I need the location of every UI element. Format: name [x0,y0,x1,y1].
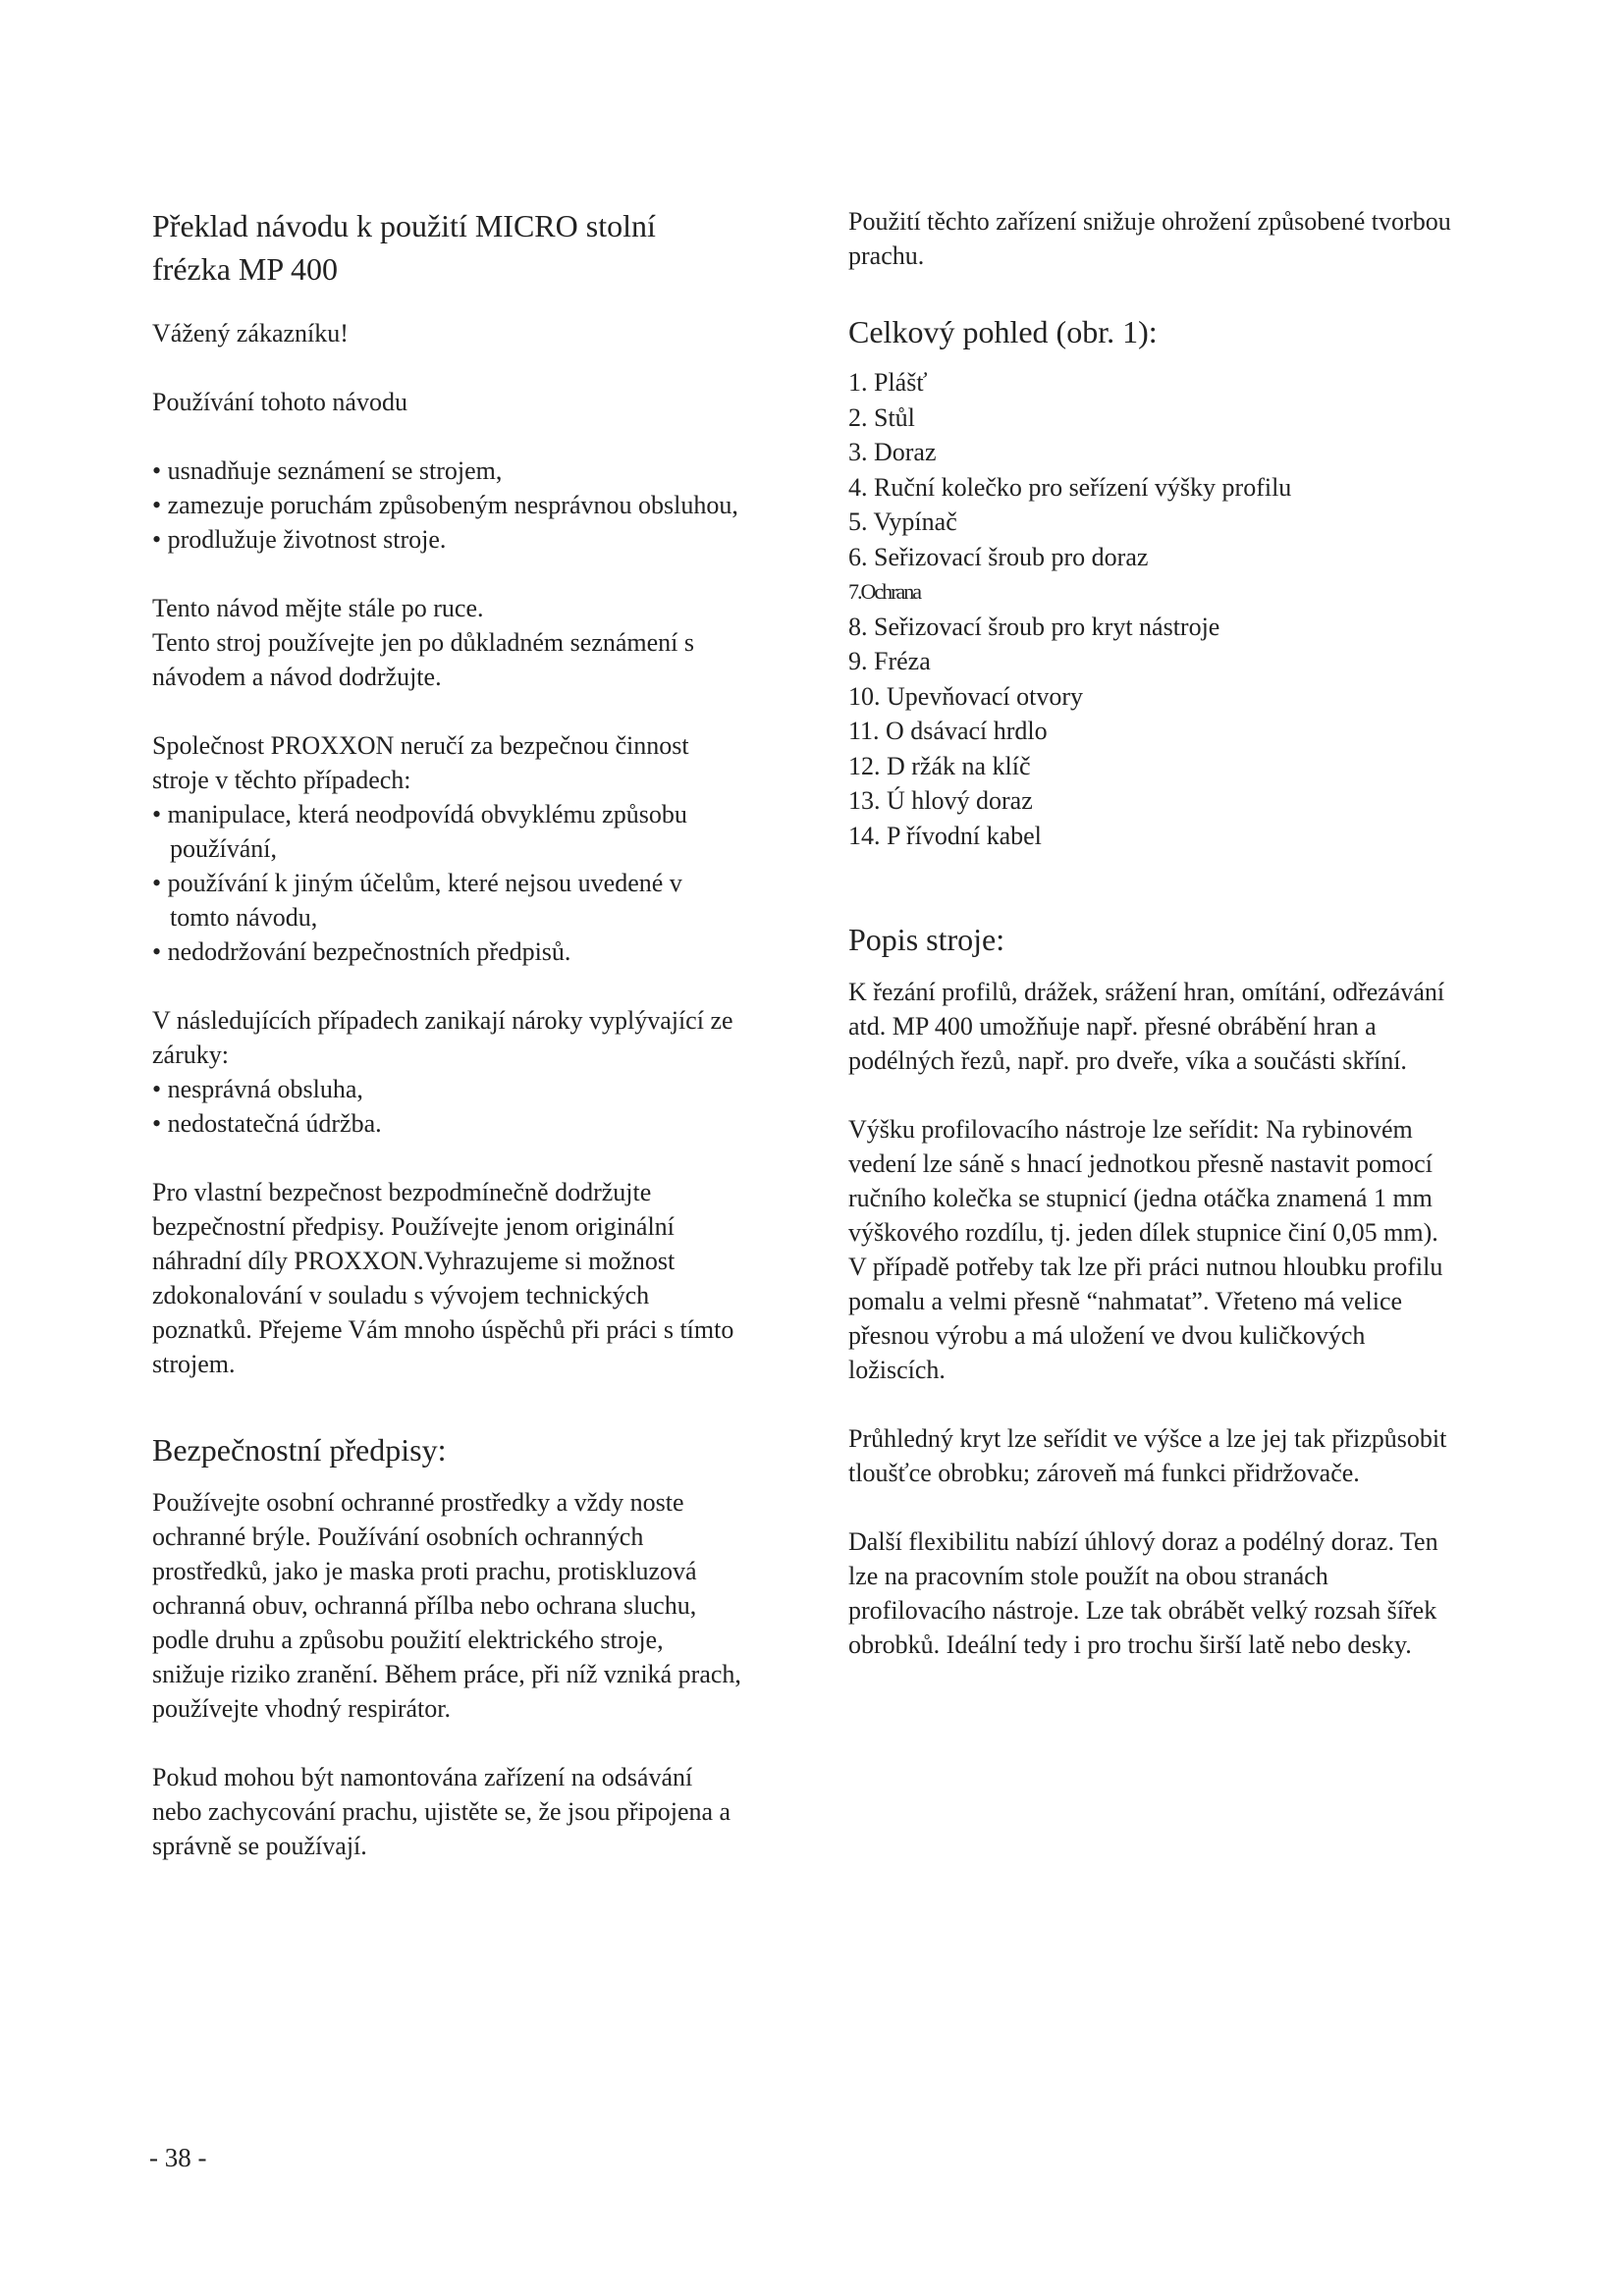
list-item: 3. Doraz [848,438,937,466]
list-item: 4. Ruční kolečko pro seřízení výšky profilu [848,472,1292,502]
cover-paragraph: Průhledný kryt lze seřídit ve výšce a lze jej tak přizpůsobit tloušťce obrobku; zároveň má funkci přidržovače. [848,1424,1447,1487]
bullet-item: • nesprávná obsluha, [152,1075,363,1103]
list-item: 6. Seřizovací šroub pro doraz [848,542,1149,571]
dust-paragraph: Pokud mohou být namontována zařízení na odsávání nebo zachycování prachu, ujistěte se, že jsou připojena a správně se používají. [152,1763,731,1860]
list-item: 2. Stůl [848,402,915,432]
bullet-item: • zamezuje poruchám způsobeným nesprávnou obsluhou, [152,491,738,519]
list-item: 8. Seřizovací šroub pro kryt nástroje [848,612,1220,641]
safety-heading: Bezpečnostní předpisy: [152,1432,447,1468]
parts-list [848,365,1457,853]
safety-rules: Používejte osobní ochranné prostředky a vždy noste ochranné brýle. Používání osobních ochranných prostředků, jako je maska proti prachu, protiskluzová ochranná obuv, ochranná přílba nebo ochrana sluchu, podle druhu a způsobu použití elektrického stroje, snižuje riziko zranění. Během práce, při níž vzniká prach, používejte vhodný respirátor. [152,1488,741,1723]
liability-intro: Společnost PROXXON neručí za bezpečnou činnost stroje v těchto případech: [152,731,689,794]
list-item: 14. P řívodní kabel [848,821,1042,850]
bullet-item: • nedodržování bezpečnostních předpisů. [152,937,571,966]
usage-bullets [152,454,741,557]
bullet-item: • prodlužuje životnost stroje. [152,525,447,554]
page-number: - 38 - [149,2143,207,2172]
height-adjust-paragraph: Výšku profilovacího nástroje lze seřídit: Na rybinovém vedení lze sáně s hnací jednotkou přesně nastavit pomocí ručního kolečka se stupnicí (jedna otáčka znamená 1 mm výškového rozdílu, tj. jeden dílek stupnice činí 0,05 mm). V případě potřeby tak lze při práci nutnou hloubku profilu pomalu a velmi přesně “nahmatat”. Vřeteno má velice přesnou výrobu a má uložení ve dvou kuličkových ložiscích. [848,1115,1443,1384]
dust-continued: Použití těchto zařízení snižuje ohrožení způsobené tvorbou prachu. [848,207,1451,270]
list-item: 11. O dsávací hrdlo [848,717,1048,745]
bullet-item: • používání k jiným účelům, které nejsou uvedené v tomto návodu, [152,869,682,932]
usage-intro: Používání tohoto návodu [152,388,407,416]
list-item: 9. Fréza [848,647,931,675]
bullet-item: • nedostatečná údržba. [152,1109,382,1138]
read-note: Tento stroj používejte jen po důkladném seznámení s návodem a návod dodržujte. [152,628,694,691]
flexibility-paragraph: Další flexibilitu nabízí úhlový doraz a podélný doraz. Ten lze na pracovním stole použít na obou stranách profilovacího nástroje. Lze tak obrábět velký rozsah šířek obrobků. Ideální tedy i pro trochu širší latě nebo desky. [848,1527,1438,1659]
description-heading: Popis stroje: [848,922,1005,957]
list-item: 12. D ržák na klíč [848,751,1031,780]
document-title: Překlad návodu k použití MICRO stolní frézka MP 400 [152,208,656,287]
list-item: 1. Plášť [848,368,928,397]
liability-bullets [152,797,741,969]
list-item: 10. Upevňovací otvory [848,681,1084,711]
keep-note: Tento návod mějte stále po ruce. [152,594,484,622]
list-item: 13. Ú hlový doraz [848,786,1033,815]
warranty-bullets [152,1072,741,1141]
overview-heading: Celkový pohled (obr. 1): [848,314,1158,349]
list-item: 7.Ochrana [848,579,921,604]
bullet-item: • usnadňuje seznámení se strojem, [152,456,503,485]
left-column [152,204,741,1863]
safety-paragraph: Pro vlastní bezpečnost bezpodmínečně dodržujte bezpečnostní předpisy. Používejte jenom originální náhradní díly PROXXON.Vyhrazujeme si možnost zdokonalování v souladu s vývojem technických poznatků. Přejeme Vám mnoho úspěchů při práci s tímto strojem. [152,1178,734,1378]
warranty-intro: V následujících případech zanikají nároky vyplývající ze záruky: [152,1006,733,1069]
list-item: 5. Vypínač [848,507,957,536]
greeting: Vážený zákazníku! [152,319,349,347]
description-paragraph: K řezání profilů, drážek, srážení hran, omítání, odřezávání atd. MP 400 umožňuje např. přesné obrábění hran a podélných řezů, např. pro dveře, víka a součásti skříní. [848,978,1445,1075]
right-column [848,204,1457,1662]
bullet-item: • manipulace, která neodpovídá obvyklému způsobu používání, [152,800,687,863]
